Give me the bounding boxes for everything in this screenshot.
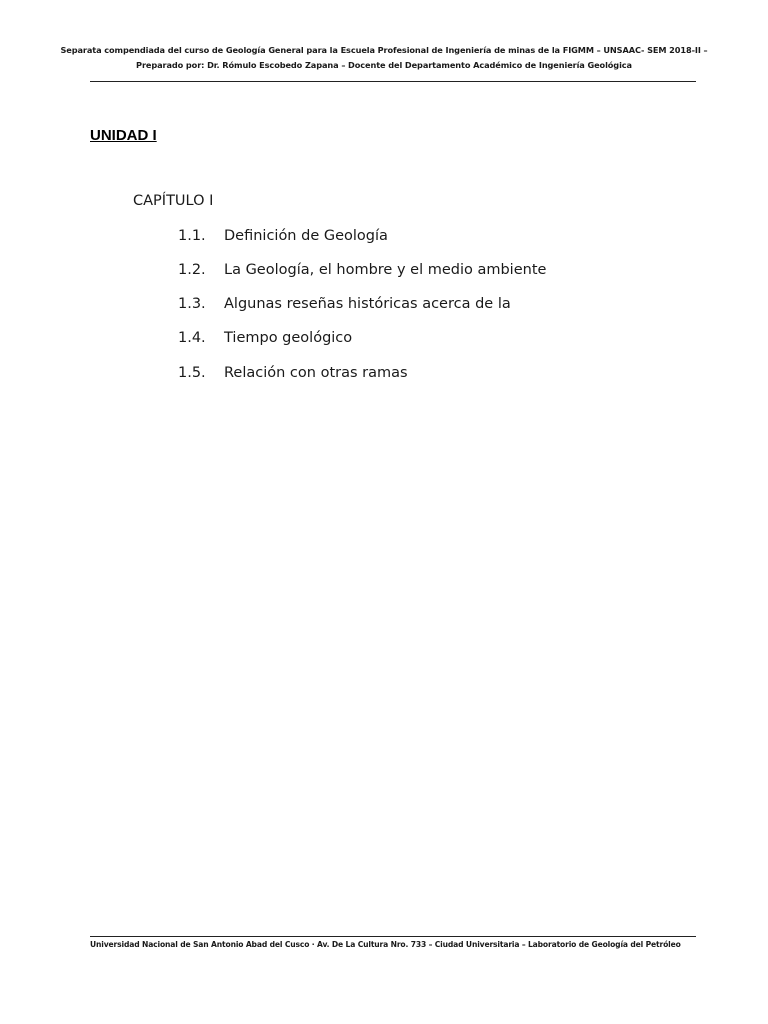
chapter-title: CAPÍTULO I — [133, 193, 214, 209]
toc-item-number: 1.3. — [178, 296, 206, 312]
toc-item-number: 1.1. — [178, 228, 206, 244]
toc-item-label: Definición de Geología — [224, 228, 388, 244]
toc-item-number: 1.4. — [178, 330, 206, 346]
toc-item-label: La Geología, el hombre y el medio ambiente — [224, 262, 547, 278]
header-line-1: Separata compendiada del curso de Geología General para la Escuela Profesional de Ingeniería de minas de la FIGMM – UNSAAC- SEM 2018-II – — [60, 45, 708, 55]
toc-item-label: Algunas reseñas históricas acerca de la — [224, 296, 511, 312]
unit-title: UNIDAD I — [90, 127, 157, 144]
toc-item — [178, 262, 546, 278]
toc-item — [178, 365, 408, 381]
toc-item-number: 1.5. — [178, 365, 206, 381]
toc-item — [178, 296, 511, 312]
toc-item-label: Relación con otras ramas — [224, 365, 408, 381]
footer-divider — [90, 936, 696, 937]
footer-line-1: Universidad Nacional de San Antonio Abad del Cusco · Av. De La Cultura Nro. 733 – Ciudad Universitaria – Laboratorio de Geología del Petróleo — [90, 940, 681, 949]
toc-item-number: 1.2. — [178, 262, 206, 278]
page-header — [60, 43, 708, 73]
page-bottom-margin — [0, 960, 768, 1024]
toc-item — [178, 228, 388, 244]
header-line-2: Preparado por: Dr. Rómulo Escobedo Zapana – Docente del Departamento Académico de Ingeniería Geológica — [136, 60, 632, 70]
toc-item — [178, 330, 352, 346]
toc-item-label: Tiempo geológico — [224, 330, 353, 346]
page-footer — [90, 939, 710, 951]
header-divider — [90, 81, 696, 82]
